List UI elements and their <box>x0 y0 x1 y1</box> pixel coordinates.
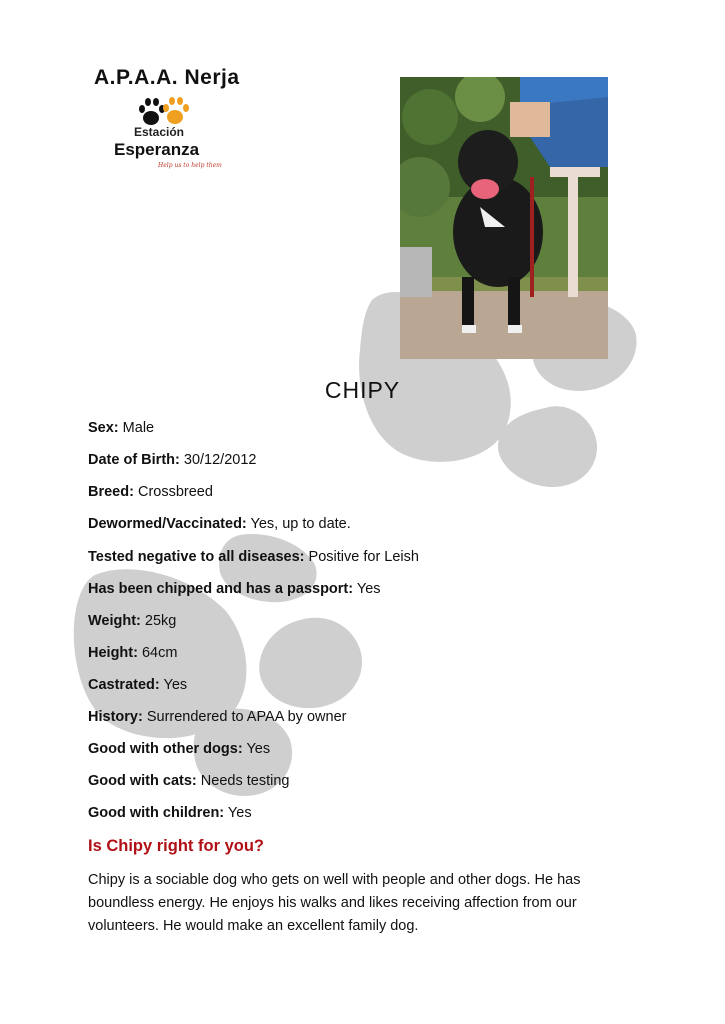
logo-tagline: Help us to help them <box>158 162 222 169</box>
logo-subtitle-estacion: Estación <box>134 125 185 139</box>
dog-name-heading: CHIPY <box>324 377 401 403</box>
detail-dewormed-vaccinated <box>88 516 351 532</box>
detail-value: Yes, up to date. <box>250 516 351 532</box>
apaa-nerja-logo <box>88 62 238 182</box>
detail-date-of-birth <box>88 452 256 468</box>
detail-height <box>88 645 177 661</box>
dog-description: Chipy is a sociable dog who gets on well with people and other dogs. He has boundless energy. He enjoys his walks and likes receiving affection from our volunteers. He would make an excellent family dog. <box>88 872 581 934</box>
detail-value: Male <box>122 420 155 436</box>
adoption-question-heading: Is Chipy right for you? <box>88 837 264 855</box>
detail-weight <box>88 613 176 629</box>
detail-label: Height: <box>88 645 138 661</box>
detail-value: Yes <box>163 677 188 693</box>
logo-title: A.P.A.A. Nerja <box>94 66 240 89</box>
detail-value: 30/12/2012 <box>183 452 257 468</box>
paw-print-icon <box>138 96 190 128</box>
detail-label: Dewormed/Vaccinated: <box>88 516 247 532</box>
detail-label: Castrated: <box>88 677 160 693</box>
detail-label: Sex: <box>88 420 119 436</box>
detail-label: History: <box>88 709 143 725</box>
detail-label: Good with children: <box>88 805 225 821</box>
detail-label: Breed: <box>88 484 134 500</box>
detail-breed <box>88 484 213 500</box>
detail-label: Has been chipped and has a passport: <box>88 581 354 597</box>
detail-value: 25kg <box>144 613 177 629</box>
detail-value: Yes <box>356 581 381 597</box>
detail-value: 64cm <box>141 645 178 661</box>
dog-photo <box>400 77 608 359</box>
detail-castrated <box>88 677 187 693</box>
detail-label: Date of Birth: <box>88 452 180 468</box>
detail-history <box>88 709 346 725</box>
detail-value: Surrendered to APAA by owner <box>146 709 347 725</box>
detail-label: Good with cats: <box>88 773 197 789</box>
detail-value: Yes <box>227 805 252 821</box>
logo-subtitle-esperanza: Esperanza <box>114 140 200 159</box>
detail-chipped-passport <box>88 581 381 597</box>
detail-sex <box>88 420 154 436</box>
detail-value: Crossbreed <box>137 484 213 500</box>
detail-tested-diseases <box>88 549 419 565</box>
detail-good-with-children <box>88 805 252 821</box>
detail-value: Needs testing <box>200 773 290 789</box>
detail-label: Tested negative to all diseases: <box>88 549 305 565</box>
detail-label: Weight: <box>88 613 141 629</box>
detail-value: Yes <box>246 741 271 757</box>
detail-label: Good with other dogs: <box>88 741 243 757</box>
detail-value: Positive for Leish <box>308 549 419 565</box>
detail-good-with-dogs <box>88 741 270 757</box>
detail-good-with-cats <box>88 773 289 789</box>
